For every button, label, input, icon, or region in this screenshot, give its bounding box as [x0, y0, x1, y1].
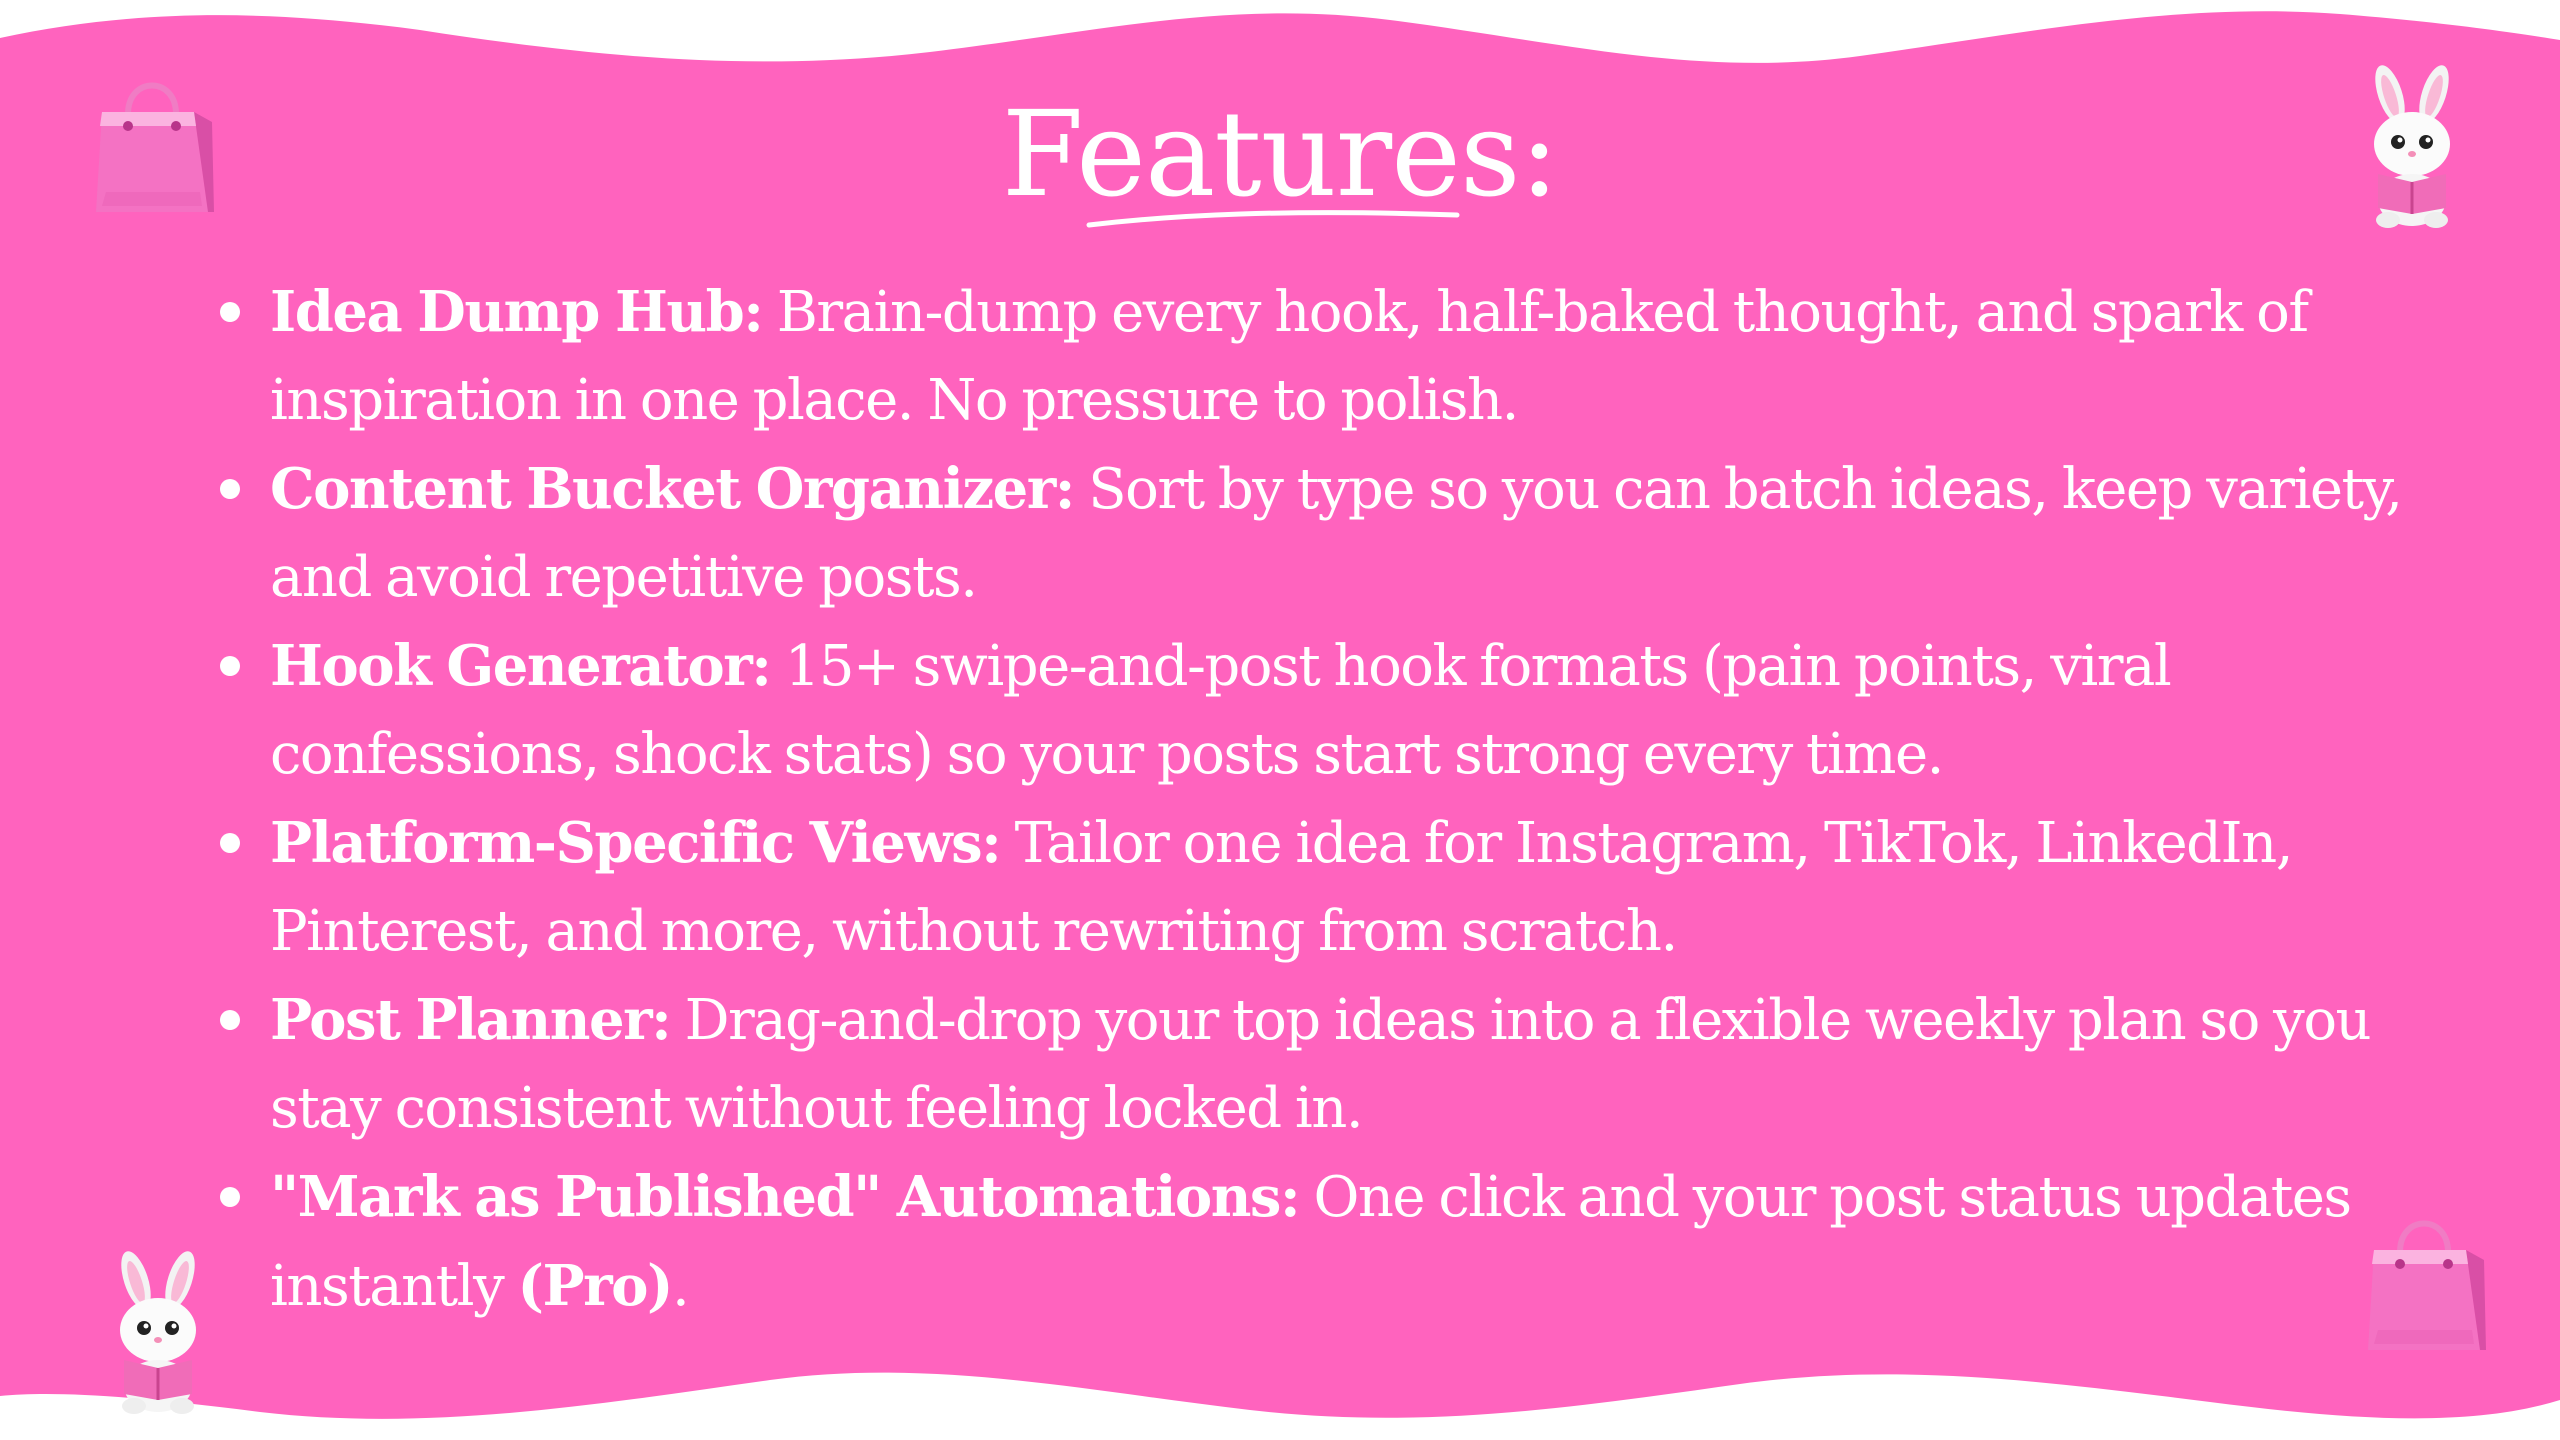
feature-description: Brain-dump every hook, half-baked thought, and spark of inspiration in one place. No pressure to polish. — [270, 280, 2308, 433]
bullet-dot — [220, 302, 240, 322]
bullet-dot — [220, 1187, 240, 1207]
feature-item — [212, 1153, 2412, 1331]
feature-name: Post Planner: — [270, 987, 671, 1053]
feature-name: Idea Dump Hub: — [270, 279, 763, 345]
feature-description: One click and your post status updates instantly — [270, 1165, 2351, 1319]
feature-item — [212, 445, 2412, 622]
pro-badge: (Pro) — [517, 1253, 673, 1319]
feature-name: Content Bucket Organizer: — [270, 456, 1074, 522]
features-list — [212, 268, 2412, 1331]
bullet-dot — [220, 833, 240, 853]
bunny-reading-icon — [98, 1248, 218, 1416]
feature-description: Tailor one idea for Instagram, TikTok, LinkedIn, Pinterest, and more, without rewriting from scratch. — [270, 811, 2292, 964]
feature-name: Platform-Specific Views: — [270, 810, 1001, 876]
feature-name: Hook Generator: — [270, 633, 771, 699]
shopping-bag-icon — [2360, 1200, 2490, 1364]
bunny-reading-icon — [2352, 62, 2472, 230]
title-underline — [1085, 205, 1465, 235]
feature-name: "Mark as Published" Automations: — [270, 1164, 1300, 1230]
feature-suffix: . — [672, 1254, 689, 1319]
feature-item — [212, 976, 2412, 1153]
feature-description: Sort by type so you can batch ideas, keep variety, and avoid repetitive posts. — [270, 457, 2402, 610]
feature-description: Drag-and-drop your top ideas into a flexible weekly plan so you stay consistent without feeling locked in. — [270, 988, 2371, 1141]
feature-item — [212, 622, 2412, 799]
bullet-dot — [220, 656, 240, 676]
bullet-dot — [220, 1010, 240, 1030]
bullet-dot — [220, 479, 240, 499]
feature-description: 15+ swipe-and-post hook formats (pain points, viral confessions, shock stats) so your posts start strong every time. — [270, 634, 2171, 787]
feature-item — [212, 268, 2412, 445]
feature-item — [212, 799, 2412, 976]
shopping-bag-icon — [88, 62, 218, 226]
page-title: Features: — [1001, 85, 1559, 223]
